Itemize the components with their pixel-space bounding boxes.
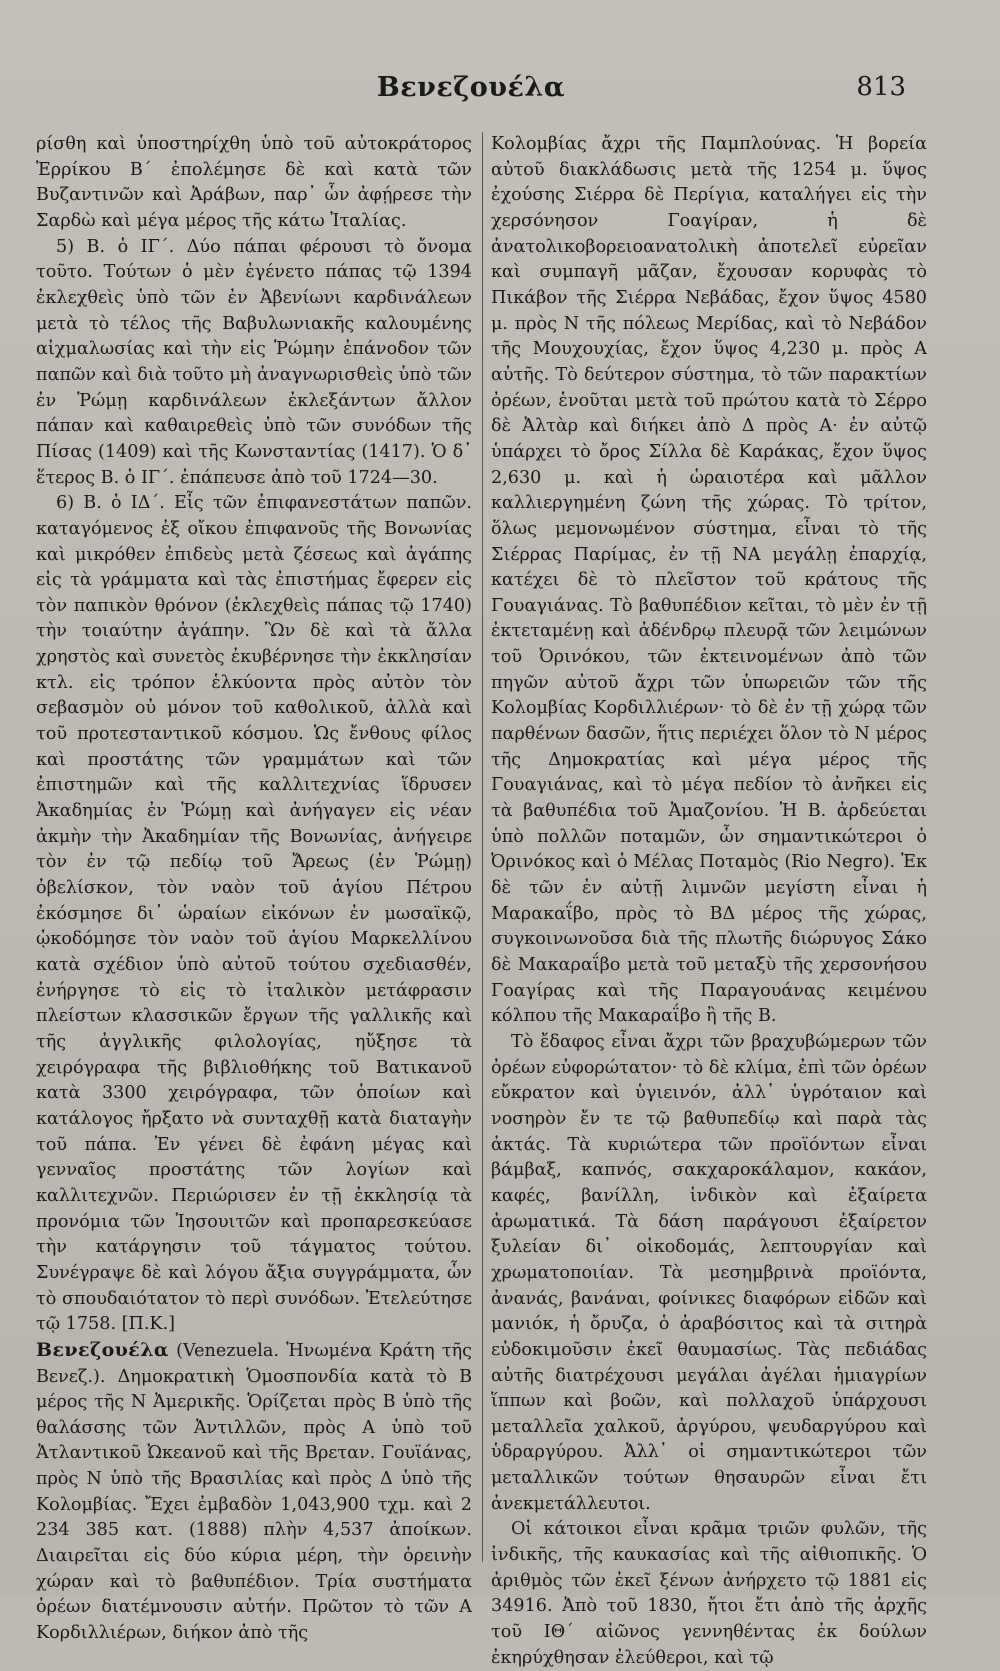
entry-venezuela xyxy=(36,1338,472,1647)
running-title: Βενεζουέλα xyxy=(376,72,566,103)
left-column xyxy=(36,132,472,1644)
page-header xyxy=(36,72,906,112)
paragraph-continuation: ρίσθη καὶ ὑποστηρίχθη ὑπὸ τοῦ αὐτοκράτορος Ἑρρίκου Β΄ ἐπολέμησε δὲ καὶ κατὰ τῶν Βυζαντινῶν καὶ Ἀράβων, παρ᾽ ὧν ἀφῄρεσε τὴν Σαρδὼ καὶ μέγα μέρος τῆς κάτω Ἰταλίας. xyxy=(36,134,472,231)
entry-lemma: Βενεζουέλα xyxy=(36,1338,169,1361)
right-column xyxy=(491,132,927,1668)
paragraph-benedict-xiv: 6) Β. ὁ ΙΔ΄. Εἷς τῶν ἐπιφανεστάτων παπῶν. καταγόμενος ἐξ οἴκου ἐπιφανοῦς τῆς Βονωνίας καὶ μικρόθεν ἐπιδεὺς μετὰ ζέσεως καὶ ἀγάπης εἰς τὰ γράμματα καὶ τὰς ἐπιστήμας ἔφερεν εἰς τὸν παπικὸν θρόνον (ἐκλεχθεὶς πάπας τῷ 1740) τὴν τοιαύτην ἀγάπην. Ὢν δὲ καὶ τὰ ἄλλα χρηστὸς καὶ συνετὸς ἐκυβέρνησε τὴν ἐκκλησίαν κτλ. εἰς τρόπον ἑλκύοντα πρὸς αὐτὸν τὸν σεβασμὸν οὐ μόνον τοῦ καθολικοῦ, ἀλλὰ καὶ τοῦ προτεσταντικοῦ κόσμου. Ὡς ἔνθους φίλος καὶ προστάτης τῶν γραμμάτων καὶ τῶν ἐπιστημῶν καὶ τῆς καλλιτεχνίας ἵδρυσεν Ἀκαδημίας ἐν Ῥώμῃ καὶ ἀνήγαγεν εἰς νέαν ἀκμὴν τὴν Ἀκαδημίαν τῆς Βονωνίας, ἀνήγειρε τὸν ἐν τῷ πεδίῳ τοῦ Ἄρεως (ἐν Ῥώμῃ) ὀβελίσκον, τὸν ναὸν τοῦ ἁγίου Πέτρου ἐκόσμησε δι᾽ ὡραίων εἰκόνων ἐν μωσαϊκῷ, ᾠκοδόμησε τὸν ναὸν τοῦ ἁγίου Μαρκελλίνου κατὰ σχέδιον ὑπὸ αὐτοῦ τούτου σχεδιασθέν, ἐνήργησε τὸ εἰς τὸ ἰταλικὸν μετάφρασιν πλείστων κλασσικῶν ἔργων τῆς γαλλικῆς καὶ τῆς ἀγγλικῆς φιλολογίας, ηὔξησε τὰ χειρόγραφα τῆς βιβλιοθήκης τοῦ Βατικανοῦ κατὰ 3300 χειρόγραφα, τῶν ὁποίων καὶ κατάλογος ἤρξατο νὰ συνταχθῇ κατὰ διαταγὴν τοῦ πάπα. Ἐν γένει δὲ ἐφάνη μέγας καὶ γενναῖος προστάτης τῶν λογίων καὶ καλλιτεχνῶν. Περιώρισεν ἐν τῇ ἐκκλησίᾳ τὰ προνόμια τῶν Ἰησουιτῶν καὶ προπαρεσκεύασε τὴν κατάργησιν τοῦ τάγματος τούτου. Συνέγραψε δὲ καὶ λόγου ἄξια συγγράμματα, ὧν τὸ σπουδαιότατον τὸ περὶ συνόδων. Ἐτελεύτησε τῷ 1758. [Π.Κ.] xyxy=(36,493,472,1335)
page-number: 813 xyxy=(856,72,906,102)
paragraph-geography: Κολομβίας ἄχρι τῆς Παμπλούνας. Ἡ βορεία αὐτοῦ διακλάδωσις μετὰ τῆς 1254 μ. ὕψος ἐχούσης Σιέρρα δὲ Περίγια, καταλήγει εἰς τὴν χερσόνησον Γοαγίραν, ἡ δὲ ἀνατολικοβορειοανατολικὴ ἀποτελεῖ εὐρεῖαν καὶ συμπαγῆ μᾶζαν, ἔχουσαν κορυφὰς τὸ Πικάβον τῆς Σιέρρα Νεβάδας, ἔχον ὕψος 4580 μ. πρὸς Ν τῆς πόλεως Μερίδας, καὶ τὸ Νεβάδον τῆς Μουχουχίας, ἔχον ὕψος 4,230 μ. πρὸς Α αὐτῆς. Τὸ δεύτερον σύστημα, τὸ τῶν παρακτίων ὀρέων, ἑνοῦται μετὰ τοῦ πρώτου κατὰ τὸ Σέρρο δὲ Ἀλτὰρ καὶ διήκει ἀπὸ Δ πρὸς Α· ἐν αὐτῷ ὑπάρχει τὸ ὄρος Σίλλα δὲ Καράκας, ἔχον ὕψος 2,630 μ. καὶ ἡ ὡραιοτέρα καὶ μᾶλλον καλλιεργημένη ζώνη τῆς χώρας. Τὸ τρίτον, ὅλως μεμονωμένον σύστημα, εἶναι τὸ τῆς Σιέρρας Παρίμας, ἐν τῇ ΝΑ μεγάλῃ ἐπαρχίᾳ, κατέχει δὲ τὸ πλεῖστον τοῦ κράτους τῆς Γουαγιάνας. Τὸ βαθυπέδιον κεῖται, τὸ μὲν ἐν τῇ ἐκτεταμένῃ καὶ ἀδένδρῳ πλευρᾷ τῶν λειμώνων τοῦ Ὀρινόκου, τῶν ἐκτεινομένων ἀπὸ τῶν πηγῶν αὐτοῦ ἄχρι τῶν ὑπωρειῶν τῶν τῆς Κολομβίας Κορδιλλιέρων· τὸ δὲ ἐν τῇ χώρᾳ τῶν παρθένων δασῶν, ἥτις περιέχει ὅλον τὸ Ν μέρος τῆς Δημοκρατίας καὶ μέγα μέρος τῆς Γουαγιάνας, καὶ τὸ μέγα πεδίον τὸ ἀνῆκει εἰς τὰ βαθυπέδια τοῦ Ἀμαζονίου. Ἡ Β. ἀρδεύεται ὑπὸ πολλῶν ποταμῶν, ὧν σημαντικώτεροι ὁ Ὀρινόκος καὶ ὁ Μέλας Ποταμὸς (Rio Negro). Ἐκ δὲ τῶν ἐν αὐτῇ λιμνῶν μεγίστη εἶναι ἡ Μαρακαΐβο, πρὸς τὸ ΒΔ μέρος τῆς χώρας, συγκοινωνοῦσα διὰ τῆς πλωτῆς διώρυγος Σάκο δὲ Μακαραΐβο μετὰ τοῦ μεταξὺ τῆς χερσονήσου Γοαγίρας καὶ τῆς Παραγουάνας κειμένου κόλπου τῆς Μακαραΐβο ἢ τῆς Β. xyxy=(491,134,927,1027)
entry-venezuela-text: (Venezuela. Ἡνωμένα Κράτη τῆς Βενεζ.). Δημοκρατικὴ Ὁμοσπονδία κατὰ τὸ Β μέρος τῆς Ν Ἀμερικῆς. Ὁρίζεται πρὸς Β ὑπὸ τῆς θαλάσσης τῶν Ἀντιλλῶν, πρὸς Α ὑπὸ τοῦ Ἀτλαντικοῦ Ὠκεανοῦ καὶ τῆς Βρεταν. Γουϊάνας, πρὸς Ν ὑπὸ τῆς Βρασιλίας καὶ πρὸς Δ ὑπὸ τῆς Κολομβίας. Ἔχει ἐμβαδὸν 1,043,900 τχμ. καὶ 2 234 385 κατ. (1888) πλὴν 4,537 ἀποίκων. Διαιρεῖται εἰς δύο κύρια μέρη, τὴν ὀρεινὴν χώραν καὶ τὸ βαθυπέδιον. Τρία συστήματα ὀρέων διατέμνουσιν αὐτήν. Πρῶτον τὸ τῶν Α Κορδιλλιέρων, διήκον ἀπὸ τῆς xyxy=(36,1340,472,1644)
paragraph-inhabitants: Οἱ κάτοικοι εἶναι κρᾶμα τριῶν φυλῶν, τῆς ἰνδικῆς, τῆς καυκασίας καὶ τῆς αἰθιοπικῆς. Ὁ ἀριθμὸς τῶν ἐκεῖ ξένων ἀνήρχετο τῷ 1881 εἰς 34916. Ἀπὸ τοῦ 1830, ἤτοι ἔτι ἀπὸ τῆς ἀρχῆς τοῦ ΙΘ΄ αἰῶνος γεννηθέντας ἐκ δούλων ἐκηρύχθησαν ἐλεύθεροι, καὶ τῷ xyxy=(491,1519,927,1668)
paragraph-benedict-xiii: 5) Β. ὁ ΙΓ΄. Δύο πάπαι φέρουσι τὸ ὄνομα τοῦτο. Τούτων ὁ μὲν ἐγένετο πάπας τῷ 1394 ἐκλεχθεὶς ὑπὸ τῶν ἐν Ἀβενίωνι καρδινάλεων μετὰ τὸ τέλος τῆς Βαβυλωνιακῆς καλουμένης αἰχμαλωσίας καὶ τὴν εἰς Ῥώμην ἐπάνοδον τῶν παπῶν καὶ διὰ τοῦτο μὴ ἀναγνωρισθεὶς ὑπὸ τῶν ἐν Ῥώμῃ καρδινάλεων ἐκλεξάντων ἄλλον πάπαν καὶ καθαιρεθεὶς ὑπὸ τῶν συνόδων τῆς Πίσας (1409) καὶ τῆς Κωνσταντίας (1417). Ὁ δ᾽ ἕτερος Β. ὁ ΙΓ΄. ἐπάπευσε ἀπὸ τοῦ 1724—30. xyxy=(36,236,472,488)
paragraph-soil-climate: Τὸ ἔδαφος εἶναι ἄχρι τῶν βραχυβώμερων τῶν ὀρέων εὐφορώτατον· τὸ δὲ κλίμα, ἐπὶ τῶν ὀρέων εὔκρατον καὶ ὑγιεινόν, ἀλλ᾽ ὑγρόταιον καὶ νοσηρὸν ἔν τε τῷ βαθυπεδίῳ καὶ παρὰ τὰς ἀκτάς. Τὰ κυριώτερα τῶν προϊόντων εἶναι βάμβαξ, καπνός, σακχαροκάλαμον, κακάον, καφές, βανίλλη, ἰνδικὸν καὶ ἐξαίρετα ἀρωματικά. Τὰ δάση παράγουσι ἐξαίρετον ξυλείαν δι᾽ οἰκοδομάς, λεπτουργίαν καὶ χρωματοποιίαν. Τὰ μεσημβρινὰ προϊόντα, ἀνανάς, βανάναι, φοίνικες διαφόρων εἰδῶν καὶ μανιόκ, ἡ ὄρυζα, ὁ ἀραβόσιτος καὶ τὰ σιτηρὰ εὐδοκιμοῦσιν ἐκεῖ θαυμασίως. Τὰς πεδιάδας αὐτῆς διατρέχουσι μεγάλαι ἀγέλαι ἡμιαγρίων ἵππων καὶ βοῶν, καὶ πολλαχοῦ ὑπάρχουσι μεταλλεῖα χαλκοῦ, ἀργύρου, ψευδαργύρου καὶ ὑδραργύρου. Ἀλλ᾽ οἱ σημαντικώτεροι τῶν μεταλλικῶν τούτων θησαυρῶν εἶναι ἔτι ἀνεκμετάλλευτοι. xyxy=(491,1031,927,1514)
column-divider xyxy=(482,132,483,1562)
